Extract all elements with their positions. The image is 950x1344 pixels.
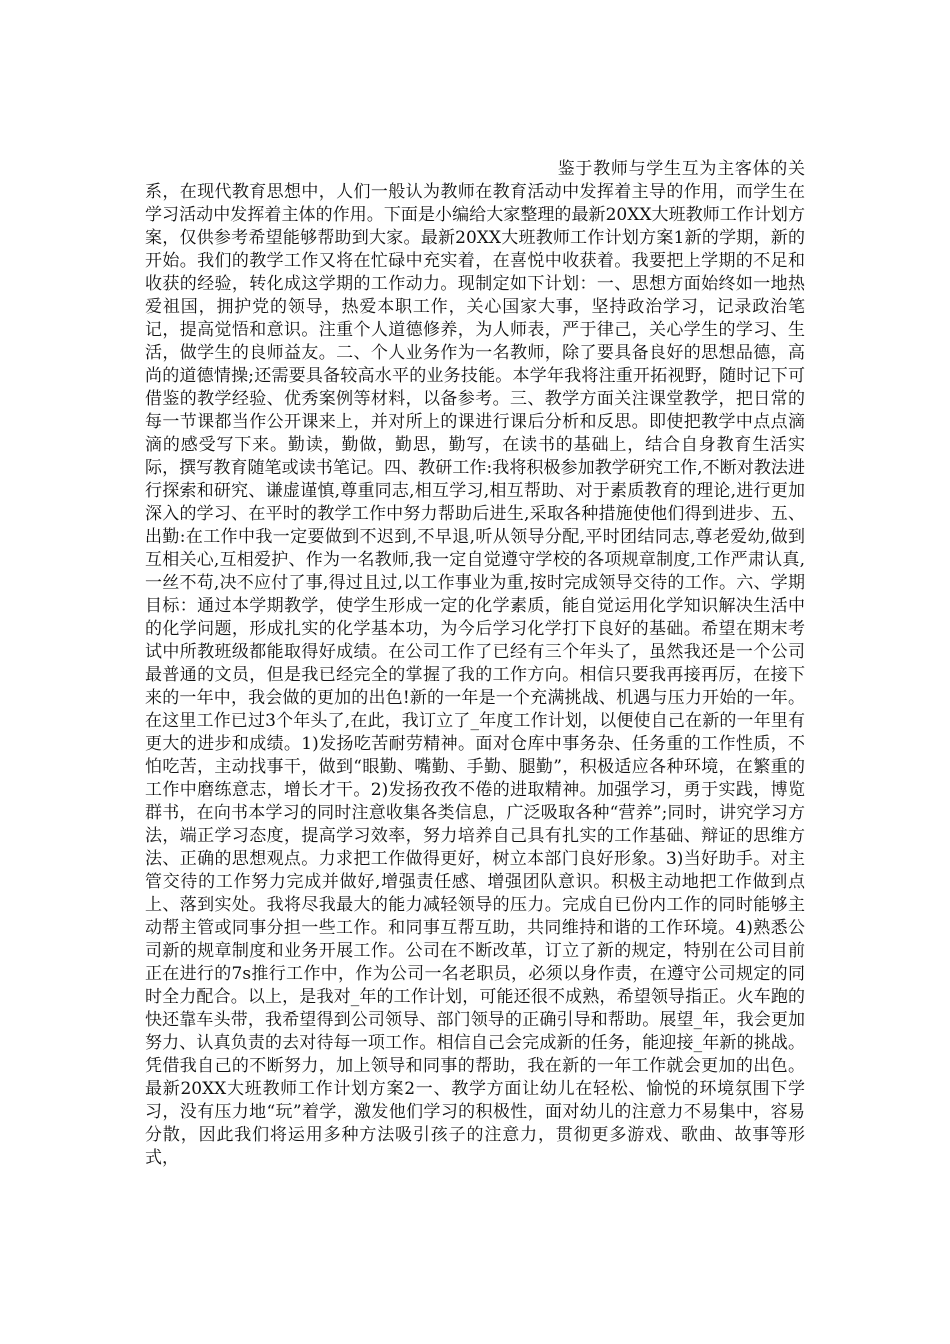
document-text: 鉴于教师与学生互为主客体的关系，在现代教育思想中，人们一般认为教师在教育活动中发挥着主导的作用，而学生在学习活动中发挥着主体的作用。下面是小编给大家整理的最新20XX大班教师工作计划方案，仅供参考希望能够帮助到大家。最新20XX大班教师工作计划方案1新的学期，新的开始。我们的教学工作又将在忙碌中充实着，在喜悦中收获着。我要把上学期的不足和收获的经验，转化成这学期的工作动力。现制定如下计划：一、思想方面始终如一地热爱祖国，拥护党的领导，热爱本职工作，关心国家大事，坚持政治学习，记录政治笔记，提高觉悟和意识。注重个人道德修养，为人师表，严于律己，关心学生的学习、生活，做学生的良师益友。二、个人业务作为一名教师，除了要具备良好的思想品德，高尚的道德情操;还需要具备较高水平的业务技能。本学年我将注重开拓视野，随时记下可借鉴的教学经验、优秀案例等材料，以备参考。三、教学方面关注课堂教学，把日常的每一节课都当作公开课来上，并对所上的课进行课后分析和反思。即使把教学中点点滴滴的感受写下来。勤读，勤做，勤思，勤写，在读书的基础上，结合自身教育生活实际，撰写教育随笔或读书笔记。四、教研工作:我将积极参加教学研究工作,不断对教法进行探索和研究、谦虚谨慎,尊重同志,相互学习,相互帮助、对于素质教育的理论,进行更加深入的学习、在平时的教学工作中努力帮助后进生,采取各种措施使他们得到进步、五、出勤:在工作中我一定要做到不迟到,不早退,听从领导分配,平时团结同志,尊老爱幼,做到互相关心,互相爱护、作为一名教师,我一定自觉遵守学校的各项规章制度,工作严肃认真,一丝不苟,决不应付了事,得过且过,以工作事业为重,按时完成领导交待的工作。六、学期目标：通过本学期教学，使学生形成一定的化学素质，能自觉运用化学知识解决生活中的化学问题，形成扎实的化学基本功，为今后学习化学打下良好的基础。希望在期末考试中所教班级都能取得好成绩。在公司工作了已经有三个年头了，虽然我还是一个公司最普通的文员，但是我已经完全的掌握了我的工作方向。相信只要我再接再厉，在接下来的一年中，我会做的更加的出色!新的一年是一个充满挑战、机遇与压力开始的一年。在这里工作已过3个年头了,在此，我订立了_年度工作计划，以便使自己在新的一年里有更大的进步和成绩。1)发扬吃苦耐劳精神。面对仓库中事务杂、任务重的工作性质，不怕吃苦，主动找事干，做到“眼勤、嘴勤、手勤、腿勤”，积极适应各种环境，在繁重的工作中磨练意志，增长才干。2)发扬孜孜不倦的进取精神。加强学习，勇于实践，博览群书，在向书本学习的同时注意收集各类信息，广泛吸取各种“营养”;同时，讲究学习方法，端正学习态度，提高学习效率，努力培养自己具有扎实的工作基础、辩证的思维方法、正确的思想观点。力求把工作做得更好，树立本部门良好形象。3)当好助手。对主管交待的工作努力完成并做好,增强责任感、增强团队意识。积极主动地把工作做到点上、落到实处。我将尽我最大的能力减轻领导的压力。完成自已份内工作的同时能够主动帮主管或同事分担一些工作。和同事互帮互助，共同维持和谐的工作环境。4)熟悉公司新的规章制度和业务开展工作。公司在不断改革，订立了新的规定，特别在公司目前正在进行的7s推行工作中，作为公司一名老职员，必须以身作责，在遵守公司规定的同时全力配合。以上，是我对_年的工作计划，可能还很不成熟，希望领导指正。火车跑的快还靠车头带，我希望得到公司领导、部门领导的正确引导和帮助。展望_年，我会更加努力、认真负责的去对待每一项工作。相信自己会完成新的任务，能迎接_年新的挑战。凭借我自己的不断努力，加上领导和同事的帮助，我在新的一年工作就会更加的出色。最新20XX大班教师工作计划方案2一、教学方面让幼儿在轻松、愉悦的环境氛围下学习，没有压力地“玩”着学，激发他们学习的积极性，面对幼儿的注意力不易集中，容易分散，因此我们将运用多种方法吸引孩子的注意力，贯彻更多游戏、歌曲、故事等形式，: [145, 159, 805, 1168]
document-body: [145, 158, 805, 1170]
first-line-indent: [145, 173, 557, 174]
